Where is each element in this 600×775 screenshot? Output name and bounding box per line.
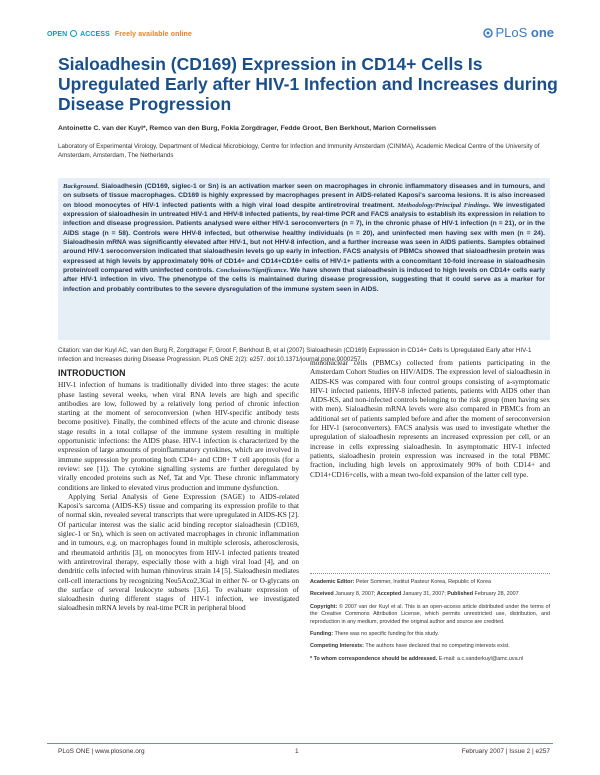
abstract-conclusions-label: Conclusions/Significance. (215, 267, 289, 275)
article-title: Sialoadhesin (CD169) Expression in CD14+ Cells Is Upregulated Early after HIV-1 Infection and Increases during Disease Progression (58, 54, 558, 114)
abstract-background-text: Sialoadhesin (CD169, siglec-1 or Sn) is an activation marker seen on macrophages in chronic inflammatory diseases and in tumours, and on subsets of tissue macrophages. CD169 is highly expressed by macrophages present in AIDS-related Kaposi's sarcoma lesions. It is also increased on blood monocytes of HIV-1 infected patients with a high viral load despite antiretroviral treatment. (63, 183, 545, 209)
citation: Citation: van der Kuyl AC, van den Burg R, Zorgdrager F, Groot F, Berkhout B, et al (2007) Sialoadhesin (CD169) Expression in CD14+ Cells Is Upregulated Early after HIV-1 Infection and Increases during Disease Progression. PLoS ONE 2(2): e257. doi:10.1371/journal.pone.0000257 (58, 347, 532, 363)
abstract-box (58, 178, 550, 340)
footer-page-number: 1 (295, 748, 299, 755)
footer-issue: February 2007 | Issue 2 | e257 (461, 748, 550, 755)
introduction-heading: INTRODUCTION (58, 368, 126, 378)
copyright-notice: Copyright: © 2007 van der Kuyl et al. This is an open-access article distributed under the terms of the Creative Commons Attribution License, which permits unrestricted use, distribution, and reproduction in any medium, provided the original author and source are credited. (310, 603, 550, 625)
metadata-divider (310, 573, 550, 574)
affiliation: Laboratory of Experimental Virology, Department of Medical Microbiology, Centre for Infection and Immunity Amsterdam (CINIMA), Academic Medical Centre of the University of Amsterdam, Amsterdam, The Netherlands (58, 143, 540, 159)
body-left-column (58, 369, 299, 613)
author-list: Antoinette C. van der Kuyl*, Remco van den Burg, Fokla Zorgdrager, Fedde Groot, Ben Berkhout, Marion Cornelissen (58, 125, 437, 132)
access-label: ACCESS (80, 31, 110, 38)
open-access-badge (47, 30, 192, 38)
competing-interests: Competing Interests: The authors have declared that no competing interests exist. (310, 643, 510, 650)
intro-paragraph-3: mononuclear cells (PBMCs) collected from patients participating in the Amsterdam Cohort Studies on HIV/AIDS. The expression level of sialoadhesin in AIDS-KS was compared with four control groups consisting of a-symptomatic HIV-1 infected patients, HHV-8 infected patients, patients with AIDS other than AIDS-KS, and non-infected controls belonging to the risk group (men having sex with men). Sialoadhesin mRNA levels were also compared in PBMCs from an additional set of patients sampled before and after the moment of seroconversion for HIV-1 (seroconverters). FACS analysis was used to investigate whether the upregulation of sialoadhesin represents an increased expression per cell, or an increase in cells expressing sialoadhesin. In asymptomatic HIV-1 infected patients, sialoadhesin protein expression was increased in the total PBMC fraction, including high levels on approximately 90% of both CD14+ and CD14+CD16+cells, with a mean two-fold expansion of the latter cell type. (310, 358, 550, 479)
abstract-methods-text: We investigated expression of sialoadhesin in untreated HIV-1 and HHV-8 infected patients, by real-time PCR and FACS analysis to establish its expression in relation to infection and disease progression. Patients analysed were either HIV-1 seroconverters (n = 7), in the chronic phase of HIV-1 infection (n = 21), or in the AIDS stage (n = 58). Controls were HHV-8 infected, but otherwise healthy individuals (n = 20), and uninfected men having sex with men (n = 24). Sialoadhesin mRNA was significantly elevated after HIV-1, but not HHV-8 infection, and a further increase was seen in AIDS patients. Samples obtained around HIV-1 seroconversion indicated that sialoadhesin levels go up early in infection. FACS analysis of PBMCs showed that sialoadhesin protein was expressed at high levels by approximately 90% of CD14+ and CD14+CD16+ cells of HIV-1+ patients with a concomitant 10-fold increase in sialoadhesin protein/cell compared with uninfected controls. (63, 201, 546, 275)
logo-plos-text: PLoS (495, 25, 528, 40)
abstract-background-label: Background. (63, 183, 99, 190)
academic-editor: Academic Editor: Peter Sommer, Institut Pasteur Korea, Republic of Korea (310, 579, 491, 585)
publication-dates: Received January 8, 2007; Accepted January 31, 2007; Published February 28, 2007 (310, 591, 519, 598)
correspondence: * To whom correspondence should be addressed. E-mail: a.c.vanderkuyl@amc.uva.nl (310, 655, 524, 662)
body-right-column (310, 358, 550, 479)
article-metadata (310, 573, 550, 668)
footer-journal: PLoS ONE | www.plosone.org (58, 748, 145, 755)
journal-logo (483, 25, 554, 40)
correspondence-email[interactable]: E-mail: a.c.vanderkuyl@amc.uva.nl (437, 655, 524, 662)
freely-available-label: Freely available online (114, 31, 192, 38)
open-access-lock-icon (70, 30, 77, 37)
plos-logo-icon (483, 28, 493, 38)
intro-paragraph-1: HIV-1 infection of humans is traditionally divided into three stages: the acute phase lasting several weeks, when viral RNA levels are high and specific antibodies are low, followed by a relatively long period of chronic infection starting at the moment of seroconversion (when HIV-specific antibody tests become positive). Finally, the combined effects of the acute and chronic disease stage results in a total collapse of the immune system resulting in multiple opportunistic infections: the AIDS phase. HIV-1 infection is characterized by the expression of large amounts of proinflammatory cytokines, which are involved in immune suppression by promoting both CD4+ and CD8+ T cell apoptosis (for a review: see [1]). The cytokine signalling systems are further deregulated by virally encoded proteins such as Nef, Tat and Vpr. These chronic inflammatory conditions are linked to elevated virus production and immune dysfunction. (58, 380, 299, 492)
abstract-conclusions-text: We have shown that sialoadhesin is induced to high levels on CD14+ cells early after HIV-1 infection in vivo. The phenotype of the cells is maintained during disease progression, suggesting that it could serve as a marker for infection and probably contributes to the severe dysregulation of the immune system seen in AIDS. (63, 267, 545, 293)
intro-paragraph-2: Applying Serial Analysis of Gene Expression (SAGE) to AIDS-related Kaposi's sarcoma (AIDS-KS) tissue and comparing its expression profile to that of normal skin, revealed several transcripts that were upregulated in AIDS-KS [2]. Of particular interest was the sialic acid binding receptor sialoadhesin (CD169, siglec-1 or Sn), which is seen on activated macrophages in chronic inflammation and in tumours, e.g. on macrophages found in multiple sclerosis, atherosclerosis, and rheumatoid arthritis [3], on monocytes from HIV-1 infected patients treated with antiretroviral therapy, especially those with a high viral load [4], and on dendritic cells infected with human rhinovirus strain 14 [5]. Sialoadhesin mediates cell-cell interactions by recognizing Neu5Acα2,3Gal in either N- or O-glycans on the surface of several leukocyte subsets [3,6]. To evaluate expression of sialoadhesin during different stages of HIV-1 infection, we investigated sialoadhesin mRNA levels by real-time PCR in peripheral blood (58, 491, 299, 613)
abstract-methods-label: Methodology/Principal Findings. (397, 201, 491, 209)
footer-divider (47, 743, 553, 744)
open-label: OPEN (47, 31, 68, 38)
funding-statement: Funding: There was no specific funding for this study. (310, 631, 439, 638)
logo-one-text: one (530, 25, 554, 40)
